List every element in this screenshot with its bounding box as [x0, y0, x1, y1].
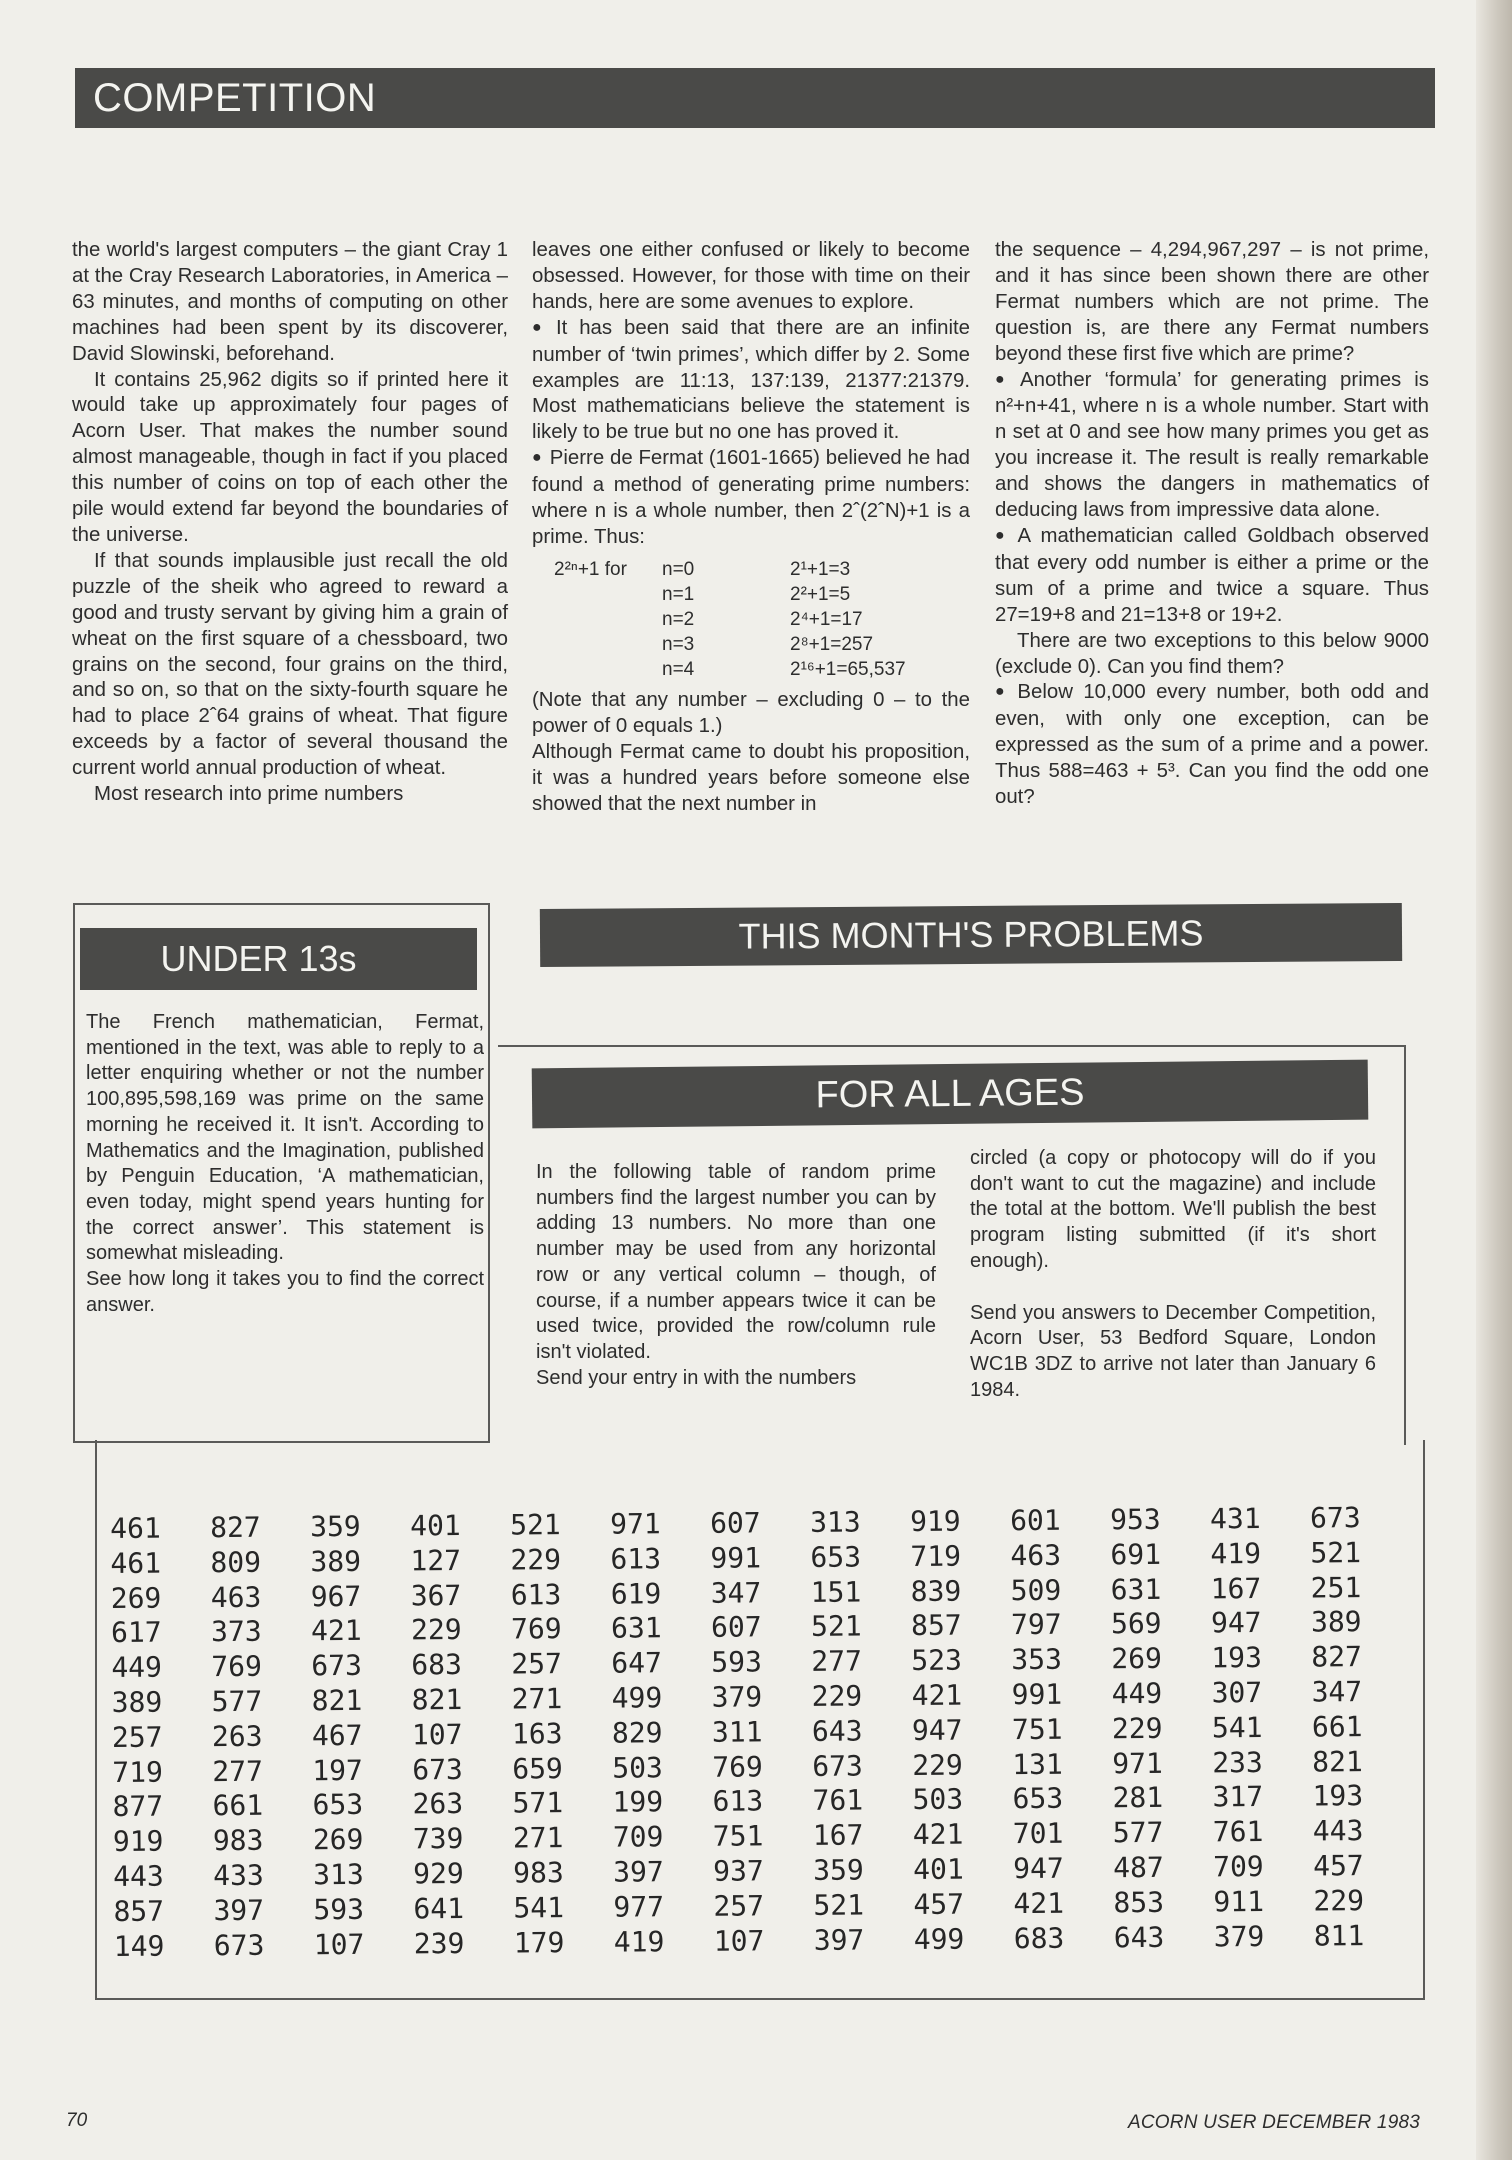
table-cell: 127	[410, 1543, 462, 1578]
table-cell: 367	[410, 1578, 462, 1612]
table-cell: 601	[1009, 1503, 1061, 1538]
table-cell: 937	[713, 1854, 764, 1888]
table-cell: 443	[1312, 1814, 1364, 1848]
table-cell: 317	[1212, 1780, 1264, 1814]
table-cell: 739	[412, 1822, 464, 1856]
table-cell: 613	[610, 1541, 662, 1576]
table-cell: 877	[112, 1789, 164, 1824]
table-cell: 251	[1310, 1570, 1362, 1605]
problem-instructions-1	[536, 1160, 936, 1391]
table-cell: 643	[1113, 1920, 1165, 1954]
table-cell: 709	[1212, 1849, 1264, 1884]
table-cell: 947	[1210, 1606, 1262, 1640]
problem-paragraph: circled (a copy or photocopy will do if you don't want to cut the magazine) and include the total at the bottom. We'll publish the best program listing submitted (if it's short enough).	[970, 1147, 1376, 1272]
table-cell: 277	[811, 1644, 863, 1679]
table-cell: 821	[311, 1683, 363, 1718]
table-cell: 977	[613, 1889, 665, 1924]
table-cell: 443	[113, 1859, 164, 1893]
table-cell: 659	[512, 1751, 563, 1786]
problems-title: THIS MONTH'S PROBLEMS	[540, 903, 1402, 967]
table-cell: 661	[212, 1789, 264, 1823]
table-cell: 661	[1311, 1709, 1363, 1744]
table-cell: 269	[110, 1581, 162, 1615]
table-cell: 709	[612, 1820, 664, 1854]
formula-item: ● Another ‘formula’ for generating primes is n²+n+41, where n is a whole number. Start with n set at 0 and see how many primes you get as you increase it. The result is really remarkable and shows the dangers in mathematics of deducing laws from impressive data alone.	[995, 368, 1429, 524]
table-cell: 857	[910, 1608, 962, 1643]
fermat-result: 2¹+1=3	[790, 558, 851, 580]
table-cell: 313	[313, 1857, 364, 1892]
table-cell: 983	[513, 1856, 564, 1890]
table-cell: 233	[1212, 1745, 1263, 1779]
table-cell: 673	[311, 1648, 363, 1683]
article-paragraph: Although Fermat came to doubt his proposition, it was a hundred years before someone else showed that the next number in	[532, 740, 970, 815]
article-paragraph: If that sounds implausible just recall the old puzzle of the sheik who agreed to reward a good and trusty servant by giving him a grain of wheat on the first square of a chessboard, two grains on the second, four grains on the third, and so on, so that on the sixty-fourth square he had to place 2ˆ64 grains of wheat. That figure exceeds by a factor of several thousand the current world annual production of wheat.	[72, 549, 508, 780]
table-cell: 421	[310, 1614, 362, 1648]
table-cell: 521	[509, 1508, 561, 1542]
table-cell: 229	[811, 1679, 863, 1713]
table-cell: 313	[809, 1505, 861, 1539]
table-cell: 379	[711, 1680, 763, 1714]
table-cell: 643	[811, 1714, 863, 1748]
table-cell: 751	[712, 1819, 764, 1853]
table-cell: 769	[712, 1749, 763, 1784]
table-cell: 829	[611, 1715, 663, 1750]
table-cell: 359	[813, 1853, 864, 1887]
table-cell: 953	[1109, 1502, 1161, 1537]
table-cell: 401	[409, 1508, 461, 1543]
table-cell: 397	[613, 1855, 664, 1889]
for-all-ages-title: FOR ALL AGES	[532, 1060, 1369, 1129]
problem-paragraph: Send you answers to December Competition, Acorn User, 53 Bedford Square, London WC1B 3DZ to arrive not later than January 6 1984.	[970, 1301, 1376, 1401]
table-cell: 821	[1312, 1744, 1363, 1779]
table-cell: 401	[913, 1852, 964, 1886]
table-cell: 947	[911, 1713, 963, 1747]
table-cell: 701	[1012, 1816, 1064, 1851]
under-13-paragraph: See how long it takes you to find the correct answer.	[86, 1268, 484, 1316]
table-cell: 271	[512, 1821, 564, 1855]
table-cell: 929	[413, 1856, 464, 1891]
table-cell: 257	[511, 1647, 563, 1681]
table-cell: 167	[812, 1818, 864, 1853]
table-cell: 821	[411, 1682, 463, 1717]
table-cell: 277	[212, 1754, 263, 1788]
table-cell: 281	[1112, 1781, 1164, 1815]
table-cell: 971	[1112, 1746, 1163, 1780]
table-cell: 607	[709, 1506, 761, 1540]
table-cell: 457	[1312, 1849, 1364, 1883]
table-cell: 131	[1012, 1747, 1063, 1781]
table-cell: 673	[812, 1749, 863, 1783]
table-cell: 229	[912, 1748, 963, 1782]
table-cell: 347	[1311, 1675, 1363, 1709]
table-cell: 197	[312, 1753, 363, 1787]
table-cell: 683	[411, 1648, 463, 1682]
table-cell: 971	[609, 1507, 661, 1541]
fermat-n: n=0	[662, 558, 695, 580]
table-cell: 683	[1013, 1921, 1065, 1955]
fermat-item: ● Pierre de Fermat (1601-1665) believed he had found a method of generating prime numbers: where n is a whole number, then 2ˆ(2ˆN)+1 is a prime. Thus:	[532, 446, 970, 551]
table-cell: 509	[1010, 1573, 1062, 1607]
prime-number-table	[110, 1501, 1414, 1965]
table-cell: 107	[313, 1927, 365, 1961]
table-cell: 359	[309, 1509, 361, 1544]
twin-primes-item: ● It has been said that there are an infinite number of ‘twin primes’, which differ by 2. Some examples are 11:13, 137:139, 21377:21379. Most mathematicians believe the statement is likely to be true but no one has proved it.	[532, 316, 970, 447]
article-paragraph: There are two exceptions to this below 9000 (exclude 0). Can you find them?	[995, 629, 1429, 678]
table-cell: 467	[311, 1718, 363, 1753]
table-cell: 811	[1313, 1918, 1365, 1953]
table-cell: 857	[113, 1894, 165, 1928]
article-paragraph: the world's largest computers – the giant Cray 1 at the Cray Research Laboratories, in America – 63 minutes, and months of computing on other machines had been spent by its discoverer, David Slowinski, beforehand.	[72, 239, 508, 365]
page-number: 70	[66, 2110, 88, 2131]
section-banner: COMPETITION	[75, 68, 1435, 128]
table-cell: 397	[213, 1893, 265, 1927]
goldbach-item: ● A mathematician called Goldbach observed that every odd number is either a prime or the sum of a prime and twice a square. Thus 27=19+8 and 21=13+8 or 19+2.	[995, 524, 1429, 629]
table-cell: 229	[1111, 1711, 1163, 1746]
table-cell: 673	[1309, 1501, 1361, 1535]
table-cell: 151	[810, 1575, 862, 1609]
under-13-title: UNDER 13s	[80, 928, 477, 990]
table-cell: 193	[1312, 1779, 1364, 1813]
table-cell: 311	[711, 1715, 763, 1749]
fermat-n: n=2	[662, 608, 695, 630]
table-cell: 373	[210, 1615, 262, 1649]
table-cell: 503	[612, 1750, 663, 1785]
table-cell: 593	[313, 1892, 365, 1927]
table-cell: 353	[1011, 1642, 1063, 1677]
table-cell: 389	[310, 1544, 362, 1579]
table-cell: 229	[410, 1613, 462, 1647]
table-cell: 919	[909, 1504, 961, 1539]
table-cell: 167	[1210, 1571, 1262, 1605]
table-cell: 827	[209, 1510, 261, 1545]
table-cell: 673	[213, 1928, 265, 1962]
table-cell: 307	[1211, 1675, 1263, 1710]
prime-power-item: ● Below 10,000 every number, both odd and even, with only one exception, can be expressed as the sum of a prime and a power. Thus 588=463 + 5³. Can you find the odd one out?	[995, 680, 1429, 811]
magazine-footer: ACORN USER DECEMBER 1983	[1128, 2112, 1420, 2133]
table-cell: 827	[1311, 1640, 1363, 1674]
problem-paragraph: Send your entry in with the numbers	[536, 1366, 857, 1389]
article-paragraph: It contains 25,962 digits so if printed here it would take up approximately four pages of Acorn User. That makes the number sound almost manageable, though in fact if you placed this number of coins on top of each other the pile would extend far beyond the boundaries of the universe.	[72, 368, 508, 546]
table-cell: 379	[1213, 1919, 1265, 1953]
article-paragraph: the sequence – 4,294,967,297 – is not prime, and it has since been shown there are other Fermat numbers which are not prime. The question is, are there any Fermat numbers beyond these first five which are prime?	[995, 239, 1429, 365]
table-cell: 421	[1013, 1886, 1065, 1920]
table-cell: 271	[511, 1682, 563, 1716]
table-cell: 499	[913, 1922, 965, 1956]
table-cell: 947	[1013, 1851, 1064, 1886]
table-cell: 269	[1111, 1642, 1163, 1676]
table-cell: 461	[110, 1546, 162, 1580]
article-paragraph: (Note that any number – excluding 0 – to the power of 0 equals 1.)	[532, 688, 970, 737]
table-cell: 163	[511, 1716, 563, 1751]
table-cell: 421	[911, 1678, 963, 1712]
table-cell: 107	[411, 1717, 463, 1752]
table-cell: 719	[112, 1755, 163, 1789]
article-column-3	[995, 238, 1429, 811]
formula-label: 2²ⁿ+1 for	[554, 558, 627, 580]
under-13-paragraph: The French mathematician, Fermat, mentioned in the text, was able to reply to a letter enquiring whether or not the number 100,895,598,169 was prime on the same morning he received it. It isn't. According to Mathematics and the Imagination, published by Penguin Education, ‘A mathematician, even today, might spend years hunting for the correct answer’. This statement is somewhat misleading.	[86, 1011, 484, 1265]
table-cell: 673	[412, 1752, 463, 1786]
table-cell: 653	[312, 1788, 364, 1822]
table-cell: 149	[113, 1929, 165, 1963]
table-cell: 761	[1212, 1815, 1264, 1849]
table-cell: 179	[513, 1925, 565, 1960]
table-cell: 257	[713, 1889, 765, 1923]
problem-instructions-2	[970, 1146, 1376, 1403]
fermat-table	[554, 557, 970, 682]
table-cell: 577	[1112, 1815, 1164, 1850]
table-cell: 839	[910, 1574, 962, 1608]
table-cell: 541	[1211, 1710, 1263, 1745]
table-cell: 419	[613, 1924, 665, 1959]
table-cell: 569	[1110, 1607, 1162, 1641]
table-cell: 797	[1010, 1608, 1062, 1642]
table-cell: 593	[711, 1645, 763, 1679]
table-cell: 967	[310, 1579, 362, 1613]
table-cell: 389	[1310, 1605, 1362, 1639]
table-cell: 499	[611, 1681, 663, 1715]
table-cell: 911	[1213, 1884, 1265, 1919]
table-cell: 419	[1210, 1536, 1262, 1571]
table-cell: 613	[510, 1577, 562, 1612]
table-cell: 449	[111, 1650, 163, 1685]
table-cell: 641	[413, 1891, 465, 1926]
fermat-result: 2⁸+1=257	[790, 633, 874, 655]
table-cell: 463	[1010, 1538, 1062, 1572]
article-column-1	[72, 238, 508, 808]
table-cell: 769	[510, 1612, 562, 1646]
table-cell: 239	[413, 1926, 465, 1960]
table-cell: 691	[1110, 1537, 1162, 1572]
table-cell: 263	[211, 1719, 263, 1753]
table-cell: 607	[710, 1610, 762, 1645]
fermat-n: n=3	[662, 633, 695, 655]
table-cell: 521	[810, 1609, 862, 1644]
table-cell: 229	[510, 1542, 562, 1577]
article-paragraph: leaves one either confused or likely to become obsessed. However, for those with time on their hands, here are some avenues to explore.	[532, 239, 970, 313]
article-paragraph: Most research into prime numbers	[94, 783, 404, 806]
table-cell: 919	[112, 1824, 164, 1859]
table-cell: 647	[611, 1646, 663, 1680]
table-cell: 397	[813, 1922, 865, 1957]
table-cell: 991	[710, 1541, 762, 1575]
table-cell: 809	[210, 1545, 262, 1579]
table-cell: 503	[912, 1782, 964, 1817]
table-cell: 523	[911, 1643, 963, 1678]
table-cell: 631	[1110, 1572, 1162, 1606]
table-cell: 257	[111, 1720, 163, 1754]
table-cell: 457	[913, 1887, 965, 1921]
table-cell: 421	[912, 1817, 964, 1852]
under-13-text	[86, 1010, 484, 1318]
fermat-n: n=1	[662, 583, 695, 605]
problem-paragraph: In the following table of random prime numbers find the largest number you can by adding 13 numbers. No more than one number may be used from any horizontal row or any vertical column – though, of course, if a number appears twice it can be used twice, provided the row/column rule isn't violated.	[536, 1161, 936, 1363]
table-cell: 571	[512, 1786, 564, 1820]
table-cell: 653	[1012, 1782, 1064, 1816]
table-cell: 107	[713, 1923, 765, 1958]
table-cell: 263	[412, 1787, 464, 1821]
table-cell: 193	[1211, 1641, 1263, 1675]
table-cell: 991	[1011, 1677, 1063, 1712]
fermat-result: 2⁴+1=17	[790, 608, 863, 630]
table-cell: 751	[1011, 1712, 1063, 1746]
table-cell: 229	[1313, 1883, 1365, 1918]
table-cell: 521	[1310, 1535, 1362, 1570]
table-cell: 461	[110, 1511, 161, 1545]
table-cell: 613	[712, 1784, 764, 1819]
table-cell: 719	[910, 1539, 962, 1573]
article-column-2	[532, 238, 970, 817]
table-cell: 389	[111, 1685, 163, 1719]
table-cell: 269	[312, 1822, 364, 1857]
table-cell: 853	[1113, 1885, 1165, 1920]
table-cell: 761	[812, 1783, 864, 1818]
table-cell: 769	[211, 1649, 263, 1684]
table-cell: 199	[612, 1785, 664, 1819]
table-cell: 541	[513, 1890, 565, 1925]
table-cell: 431	[1209, 1501, 1261, 1536]
table-cell: 463	[210, 1580, 262, 1614]
table-cell: 653	[810, 1540, 862, 1574]
table-cell: 983	[212, 1823, 264, 1858]
table-cell: 631	[610, 1611, 662, 1646]
fermat-result: 2¹⁶+1=65,537	[790, 658, 906, 680]
fermat-result: 2²+1=5	[790, 583, 851, 605]
table-cell: 449	[1111, 1676, 1163, 1711]
page-edge	[1476, 0, 1512, 2160]
table-cell: 347	[710, 1575, 762, 1610]
table-cell: 433	[213, 1858, 264, 1893]
table-cell: 619	[610, 1576, 662, 1611]
table-cell: 521	[813, 1888, 865, 1922]
table-cell: 487	[1112, 1850, 1164, 1885]
fermat-n: n=4	[662, 658, 695, 680]
table-cell: 617	[110, 1615, 162, 1650]
table-cell: 577	[211, 1684, 263, 1719]
